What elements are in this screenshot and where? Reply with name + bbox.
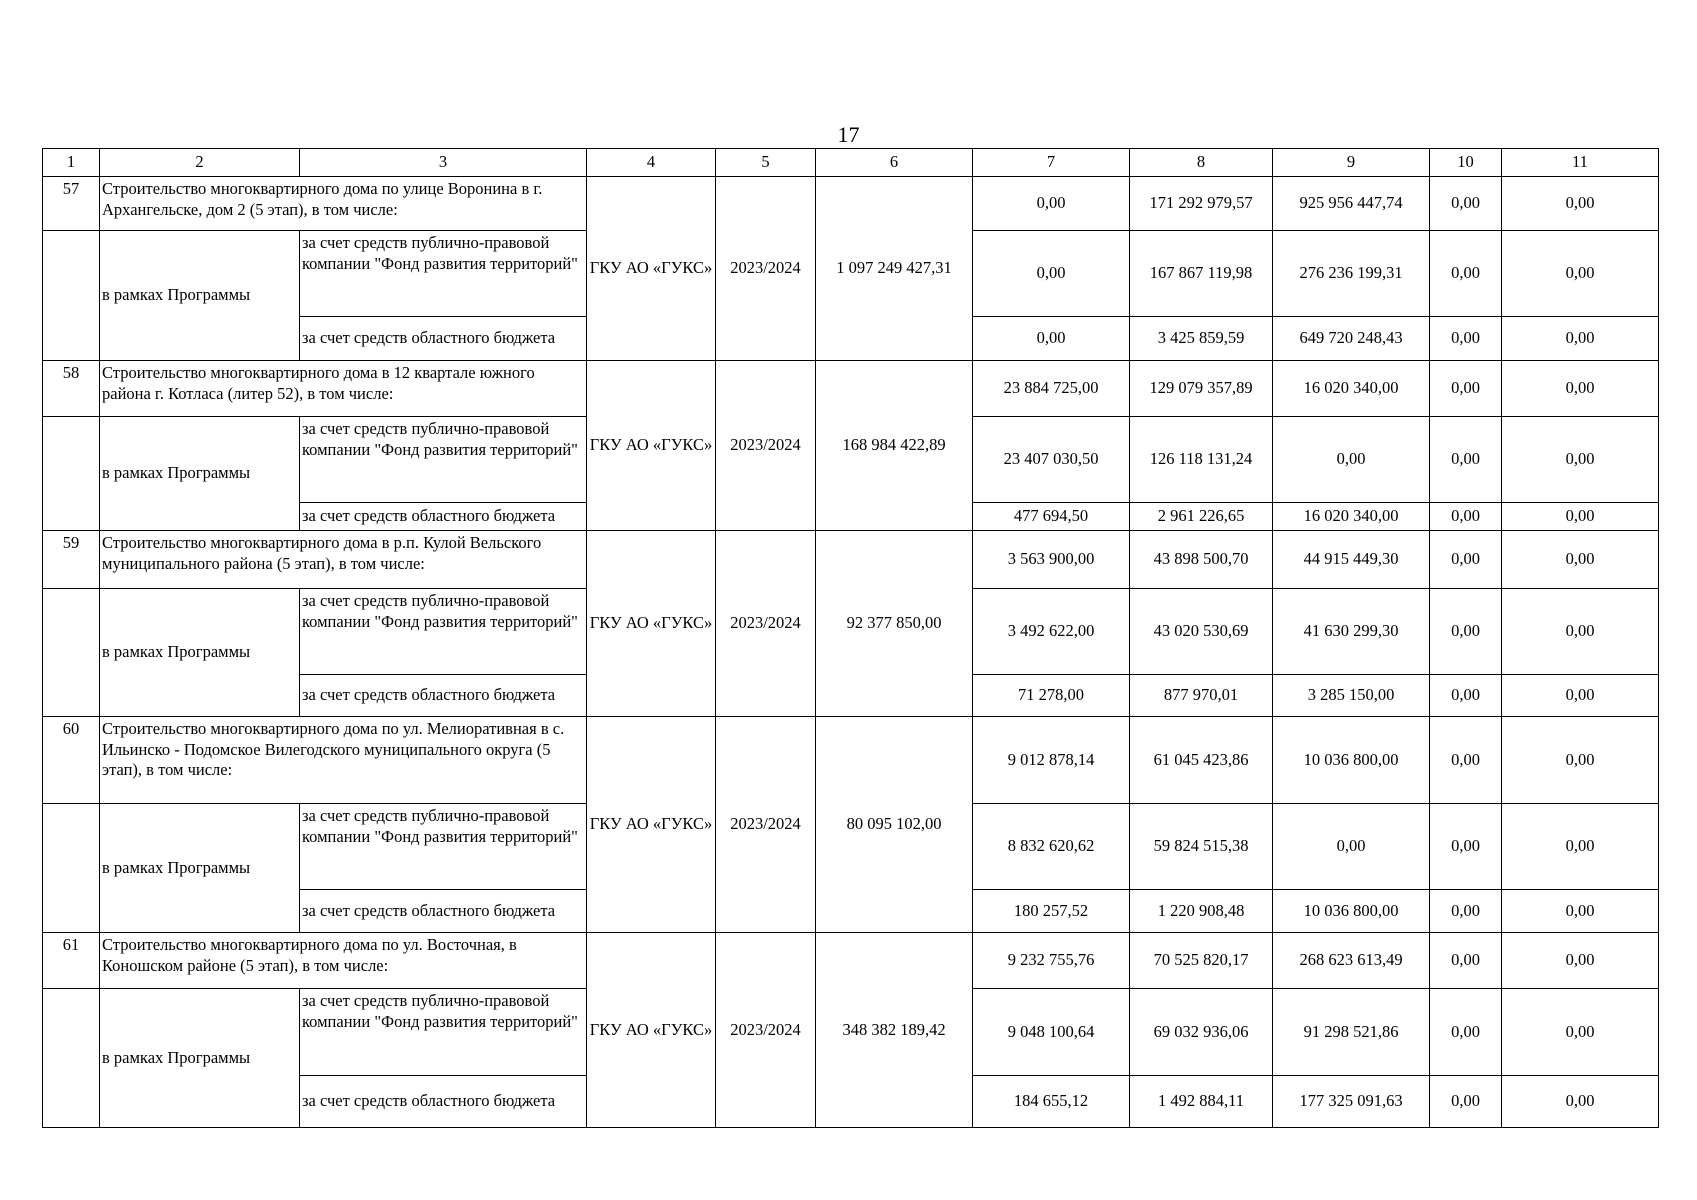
budget-value: 10 036 800,00 xyxy=(1273,890,1430,933)
budget-value: 71 278,00 xyxy=(973,675,1130,717)
fund-value: 0,00 xyxy=(1430,989,1502,1076)
total-value: 9 232 755,76 xyxy=(973,933,1130,989)
period: 2023/2024 xyxy=(716,717,816,933)
budget-value: 3 285 150,00 xyxy=(1273,675,1430,717)
fund-value: 59 824 515,38 xyxy=(1130,804,1273,890)
fund-value: 8 832 620,62 xyxy=(973,804,1130,890)
header-cell: 9 xyxy=(1273,149,1430,177)
project-title: Строительство многоквартирного дома по ул. Восточная, в Коношском районе (5 этап), в том числе: xyxy=(100,933,587,989)
budget-value: 0,00 xyxy=(1502,317,1659,361)
header-cell: 6 xyxy=(816,149,973,177)
period: 2023/2024 xyxy=(716,361,816,531)
customer: ГКУ АО «ГУКС» xyxy=(587,361,716,531)
fund-value: 0,00 xyxy=(1430,804,1502,890)
project-total-row xyxy=(43,531,1659,589)
financing-table xyxy=(42,148,1659,1128)
header-row xyxy=(43,149,1659,177)
total-value: 61 045 423,86 xyxy=(1130,717,1273,804)
header-cell: 4 xyxy=(587,149,716,177)
budget-value: 0,00 xyxy=(1430,1076,1502,1128)
total-value: 70 525 820,17 xyxy=(1130,933,1273,989)
total-value: 9 012 878,14 xyxy=(973,717,1130,804)
total-value: 268 623 613,49 xyxy=(1273,933,1430,989)
total-value: 129 079 357,89 xyxy=(1130,361,1273,417)
total-value: 0,00 xyxy=(1430,717,1502,804)
budget-value: 2 961 226,65 xyxy=(1130,503,1273,531)
budget-value: 0,00 xyxy=(1430,317,1502,361)
fund-value: 0,00 xyxy=(1502,804,1659,890)
total-value: 16 020 340,00 xyxy=(1273,361,1430,417)
budget-value: 0,00 xyxy=(1430,890,1502,933)
fund-value: 69 032 936,06 xyxy=(1130,989,1273,1076)
total-value: 10 036 800,00 xyxy=(1273,717,1430,804)
fund-source-label: за счет средств публично-правовой компании "Фонд развития территорий" xyxy=(300,989,587,1076)
total-value: 0,00 xyxy=(1502,531,1659,589)
total-value: 44 915 449,30 xyxy=(1273,531,1430,589)
period: 2023/2024 xyxy=(716,177,816,361)
row-number: 60 xyxy=(43,717,100,804)
total-value: 0,00 xyxy=(1502,177,1659,231)
project-title: Строительство многоквартирного дома в 12 квартале южного района г. Котласа (литер 52), в том числе: xyxy=(100,361,587,417)
fund-source-label: за счет средств публично-правовой компании "Фонд развития территорий" xyxy=(300,804,587,890)
row-number: 61 xyxy=(43,933,100,989)
row-number-blank xyxy=(43,589,100,717)
budget-value: 184 655,12 xyxy=(973,1076,1130,1128)
row-number: 59 xyxy=(43,531,100,589)
period: 2023/2024 xyxy=(716,933,816,1128)
fund-value: 0,00 xyxy=(1502,989,1659,1076)
fund-value: 41 630 299,30 xyxy=(1273,589,1430,675)
header-cell: 3 xyxy=(300,149,587,177)
budget-value: 177 325 091,63 xyxy=(1273,1076,1430,1128)
header-cell: 5 xyxy=(716,149,816,177)
budget-value: 1 492 884,11 xyxy=(1130,1076,1273,1128)
program-label: в рамках Программы xyxy=(100,231,300,361)
fund-value: 0,00 xyxy=(1502,231,1659,317)
budget-value: 180 257,52 xyxy=(973,890,1130,933)
total-value: 0,00 xyxy=(1430,177,1502,231)
customer: ГКУ АО «ГУКС» xyxy=(587,531,716,717)
budget-source-label: за счет средств областного бюджета xyxy=(300,675,587,717)
period: 2023/2024 xyxy=(716,531,816,717)
header-cell: 10 xyxy=(1430,149,1502,177)
fund-value: 126 118 131,24 xyxy=(1130,417,1273,503)
budget-value: 0,00 xyxy=(1430,675,1502,717)
total-value: 43 898 500,70 xyxy=(1130,531,1273,589)
fund-value: 43 020 530,69 xyxy=(1130,589,1273,675)
fund-value: 91 298 521,86 xyxy=(1273,989,1430,1076)
customer: ГКУ АО «ГУКС» xyxy=(587,933,716,1128)
total-value: 0,00 xyxy=(1430,531,1502,589)
row-number-blank xyxy=(43,231,100,361)
header-cell: 1 xyxy=(43,149,100,177)
row-number: 58 xyxy=(43,361,100,417)
total-value: 0,00 xyxy=(1430,933,1502,989)
budget-value: 0,00 xyxy=(1502,503,1659,531)
fund-value: 0,00 xyxy=(1502,589,1659,675)
program-label: в рамках Программы xyxy=(100,989,300,1128)
row-number-blank xyxy=(43,804,100,933)
total-value: 0,00 xyxy=(1502,361,1659,417)
program-label: в рамках Программы xyxy=(100,589,300,717)
header-cell: 11 xyxy=(1502,149,1659,177)
header-cell: 8 xyxy=(1130,149,1273,177)
header-cell: 2 xyxy=(100,149,300,177)
budget-value: 0,00 xyxy=(1430,503,1502,531)
total-value: 0,00 xyxy=(1430,361,1502,417)
budget-source-label: за счет средств областного бюджета xyxy=(300,1076,587,1128)
fund-value: 167 867 119,98 xyxy=(1130,231,1273,317)
total-value: 3 563 900,00 xyxy=(973,531,1130,589)
budget-value: 477 694,50 xyxy=(973,503,1130,531)
total-value: 0,00 xyxy=(973,177,1130,231)
project-title: Строительство многоквартирного дома в р.п. Кулой Вельского муниципального района (5 этап), в том числе: xyxy=(100,531,587,589)
budget-source-label: за счет средств областного бюджета xyxy=(300,890,587,933)
budget-value: 0,00 xyxy=(1502,675,1659,717)
row-number: 57 xyxy=(43,177,100,231)
fund-value: 0,00 xyxy=(973,231,1130,317)
total-value: 23 884 725,00 xyxy=(973,361,1130,417)
budget-value: 16 020 340,00 xyxy=(1273,503,1430,531)
fund-value: 9 048 100,64 xyxy=(973,989,1130,1076)
fund-value: 0,00 xyxy=(1430,231,1502,317)
project-total-row xyxy=(43,361,1659,417)
fund-value: 3 492 622,00 xyxy=(973,589,1130,675)
project-total-row xyxy=(43,933,1659,989)
row-number-blank xyxy=(43,989,100,1128)
fund-value: 0,00 xyxy=(1273,417,1430,503)
fund-value: 0,00 xyxy=(1430,417,1502,503)
estimated-cost: 92 377 850,00 xyxy=(816,531,973,717)
budget-value: 1 220 908,48 xyxy=(1130,890,1273,933)
fund-source-label: за счет средств публично-правовой компании "Фонд развития территорий" xyxy=(300,231,587,317)
estimated-cost: 1 097 249 427,31 xyxy=(816,177,973,361)
budget-value: 0,00 xyxy=(1502,890,1659,933)
page-number: 17 xyxy=(837,122,860,147)
budget-source-label: за счет средств областного бюджета xyxy=(300,317,587,361)
fund-value: 276 236 199,31 xyxy=(1273,231,1430,317)
project-title: Строительство многоквартирного дома по улице Воронина в г. Архангельске, дом 2 (5 этап), в том числе: xyxy=(100,177,587,231)
total-value: 171 292 979,57 xyxy=(1130,177,1273,231)
budget-source-label: за счет средств областного бюджета xyxy=(300,503,587,531)
project-total-row xyxy=(43,717,1659,804)
budget-value: 0,00 xyxy=(1502,1076,1659,1128)
fund-source-label: за счет средств публично-правовой компании "Фонд развития территорий" xyxy=(300,417,587,503)
budget-value: 0,00 xyxy=(973,317,1130,361)
budget-value: 877 970,01 xyxy=(1130,675,1273,717)
header-cell: 7 xyxy=(973,149,1130,177)
customer: ГКУ АО «ГУКС» xyxy=(587,717,716,933)
budget-value: 3 425 859,59 xyxy=(1130,317,1273,361)
estimated-cost: 168 984 422,89 xyxy=(816,361,973,531)
customer: ГКУ АО «ГУКС» xyxy=(587,177,716,361)
estimated-cost: 348 382 189,42 xyxy=(816,933,973,1128)
program-label: в рамках Программы xyxy=(100,417,300,531)
project-total-row xyxy=(43,177,1659,231)
row-number-blank xyxy=(43,417,100,531)
fund-source-label: за счет средств публично-правовой компании "Фонд развития территорий" xyxy=(300,589,587,675)
total-value: 925 956 447,74 xyxy=(1273,177,1430,231)
fund-value: 0,00 xyxy=(1502,417,1659,503)
program-label: в рамках Программы xyxy=(100,804,300,933)
project-title: Строительство многоквартирного дома по ул. Мелиоративная в с. Ильинско - Подомское Вилегодского муниципального округа (5 этап), в том числе: xyxy=(100,717,587,804)
fund-value: 0,00 xyxy=(1273,804,1430,890)
budget-value: 649 720 248,43 xyxy=(1273,317,1430,361)
fund-value: 23 407 030,50 xyxy=(973,417,1130,503)
total-value: 0,00 xyxy=(1502,717,1659,804)
total-value: 0,00 xyxy=(1502,933,1659,989)
estimated-cost: 80 095 102,00 xyxy=(816,717,973,933)
fund-value: 0,00 xyxy=(1430,589,1502,675)
